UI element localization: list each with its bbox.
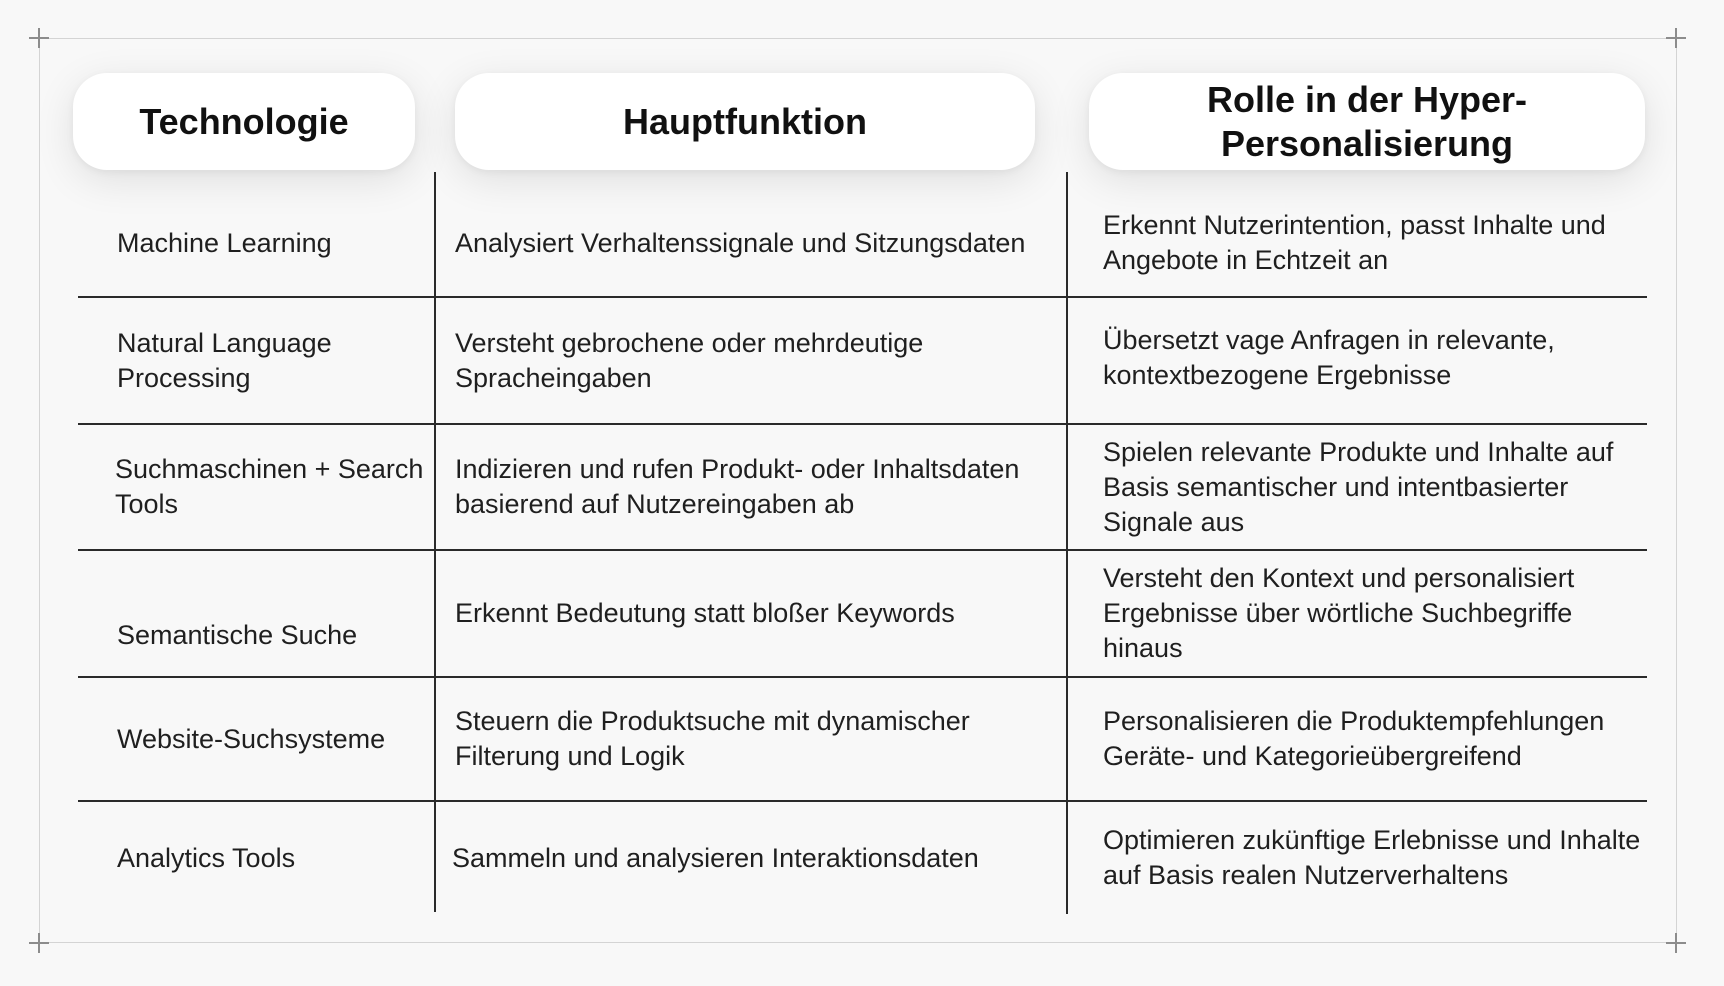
table-cell-main-function: Erkennt Bedeutung statt bloßer Keywords: [455, 598, 955, 628]
table-cell-technology: Website-Suchsysteme: [117, 723, 386, 754]
header-technology: Technologie: [73, 73, 415, 170]
table-cell-role: Optimieren zukünftige Erlebnisse und Inhalte auf Basis realen Nutzerverhaltens: [1103, 825, 1641, 890]
corner-crosshair-icon: [1666, 933, 1686, 953]
table-cell-main-function: Versteht gebrochene oder mehrdeutige Spracheingaben: [455, 327, 924, 393]
table-cell-role: Versteht den Kontext und personalisiert Ergebnisse über wörtliche Suchbegriffe hinaus: [1103, 563, 1575, 663]
header-role: Rolle in der Hyper-Personalisierung: [1089, 73, 1645, 170]
column-divider: [1066, 172, 1068, 914]
table-cell-role: Spielen relevante Produkte und Inhalte auf Basis semantischer und intentbasierter Signale aus: [1103, 436, 1614, 537]
table-cell-technology: Semantische Suche: [117, 619, 358, 650]
table-cell-technology: Analytics Tools: [117, 842, 296, 873]
corner-crosshair-icon: [29, 28, 49, 48]
table-cell-main-function: Sammeln und analysieren Interaktionsdaten: [452, 842, 979, 873]
table-cell-role: Erkennt Nutzerintention, passt Inhalte und Angebote in Echtzeit an: [1103, 210, 1606, 275]
table-cell-role: Personalisieren die Produktempfehlungen Geräte- und Kategorieübergreifend: [1103, 706, 1605, 771]
table-cell-technology: Suchmaschinen + Search Tools: [115, 454, 424, 519]
table-cell-technology: Machine Learning: [117, 227, 332, 258]
table-cell-main-function: Analysiert Verhaltenssignale und Sitzungsdaten: [455, 227, 1026, 258]
corner-crosshair-icon: [1666, 28, 1686, 48]
table-cell-role: Übersetzt vage Anfragen in relevante, kontextbezogene Ergebnisse: [1103, 325, 1555, 390]
corner-crosshair-icon: [29, 933, 49, 953]
table-cell-technology: Natural Language Processing: [117, 327, 332, 393]
header-main-function: Hauptfunktion: [455, 73, 1035, 170]
table-cell-main-function: Steuern die Produktsuche mit dynamischer Filterung und Logik: [455, 706, 970, 771]
table-cell-main-function: Indizieren und rufen Produkt- oder Inhaltsdaten basierend auf Nutzereingaben ab: [455, 454, 1020, 519]
